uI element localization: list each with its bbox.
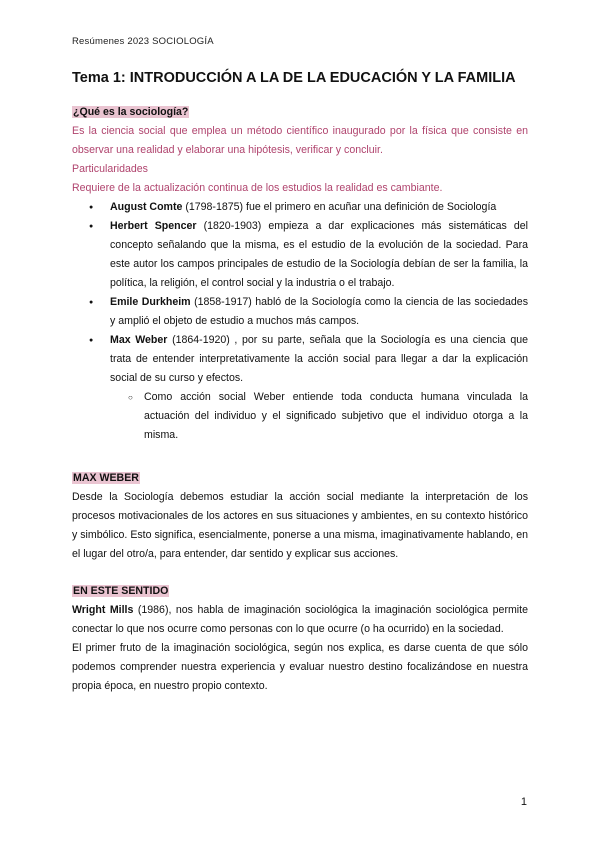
list-item xyxy=(72,331,528,388)
authors-list xyxy=(72,198,528,388)
page-title: Tema 1: INTRODUCCIÓN A LA DE LA EDUCACIÓN Y LA FAMILIA xyxy=(72,70,516,86)
author-name: Herbert Spencer xyxy=(110,220,197,232)
author-text: (1798-1875) fue el primero en acuñar una definición de Sociología xyxy=(182,201,497,213)
author-text: (1864-1920) , por su parte, señala que la Sociología es una ciencia que trata de entender interpretativamente la acción social para llegar a dar la explicación social de su curso y efectos. xyxy=(110,334,528,384)
list-item xyxy=(72,198,528,217)
particularidades-label: Particularidades xyxy=(72,163,148,175)
author-text: (1858-1917) habló de la Sociología como la ciencia de las sociedades y amplió el objeto de estudio a muchos más campos. xyxy=(110,296,529,327)
mills-text: (1986), nos habla de imaginación sociológica la imaginación sociológica permite conectar lo que nos ocurre como personas con lo que ocurre (o ha ocurrido) en la sociedad. xyxy=(72,604,528,635)
list-item xyxy=(72,293,528,331)
mills-paragraph xyxy=(72,601,528,639)
author-name: Max Weber xyxy=(110,334,168,346)
section-heading-en-este-sentido xyxy=(72,582,528,601)
sub-list-item: ○ Como acción social Weber entiende toda conducta humana vinculada la actuación del individuo y el significado subjetivo que el individuo otorga a la misma. xyxy=(72,388,528,445)
requiere-paragraph: Requiere de la actualización continua de los estudios la realidad es cambiante. xyxy=(72,182,443,194)
highlighted-heading: EN ESTE SENTIDO xyxy=(73,585,169,597)
highlighted-heading: MAX WEBER xyxy=(73,472,139,484)
spacer xyxy=(72,564,528,582)
highlighted-heading: ¿Qué es la sociología? xyxy=(73,106,189,118)
page-number: 1 xyxy=(520,796,527,808)
section-heading-max-weber xyxy=(72,469,528,488)
author-name: Emile Durkheim xyxy=(110,296,191,308)
document-body xyxy=(72,103,528,696)
definition-paragraph: Es la ciencia social que emplea un método científico inaugurado por la física que consiste en observar una realidad y elaborar una hipótesis, verificar y concluir. xyxy=(72,125,528,156)
sub-list xyxy=(72,388,528,445)
max-weber-paragraph: Desde la Sociología debemos estudiar la acción social mediante la interpretación de los procesos motivacionales de los actores en sus situaciones y ambientes, en su contexto histórico y simbólico. Esto significa, esencialmente, ponerse a una misma, imaginativamente hablando, en el lugar del otro/a, para entender, dar sentido y explicar sus acciones. xyxy=(72,491,528,560)
author-text: (1820-1903) empieza a dar explicaciones más sistemáticas del concepto señalando que la misma, es el estudio de la evolución de la sociedad. Para este autor los campos principales de estudio de la Sociología debían de ser la familia, la política, la religión, el control social y la industria o el trabajo. xyxy=(110,220,528,289)
author-name: August Comte xyxy=(110,201,183,213)
section-heading-que-es xyxy=(72,103,528,122)
spacer xyxy=(72,445,528,463)
author-name: Wright Mills xyxy=(72,604,134,616)
running-header: Resúmenes 2023 SOCIOLOGÍA xyxy=(72,36,214,47)
list-item xyxy=(72,217,528,293)
fruto-paragraph: El primer fruto de la imaginación sociológica, según nos explica, es darse cuenta de que sólo podemos comprender nuestra experiencia y evaluar nuestro destino focalizándose en nuestra propia época, en nuestro propio contexto. xyxy=(72,642,528,692)
